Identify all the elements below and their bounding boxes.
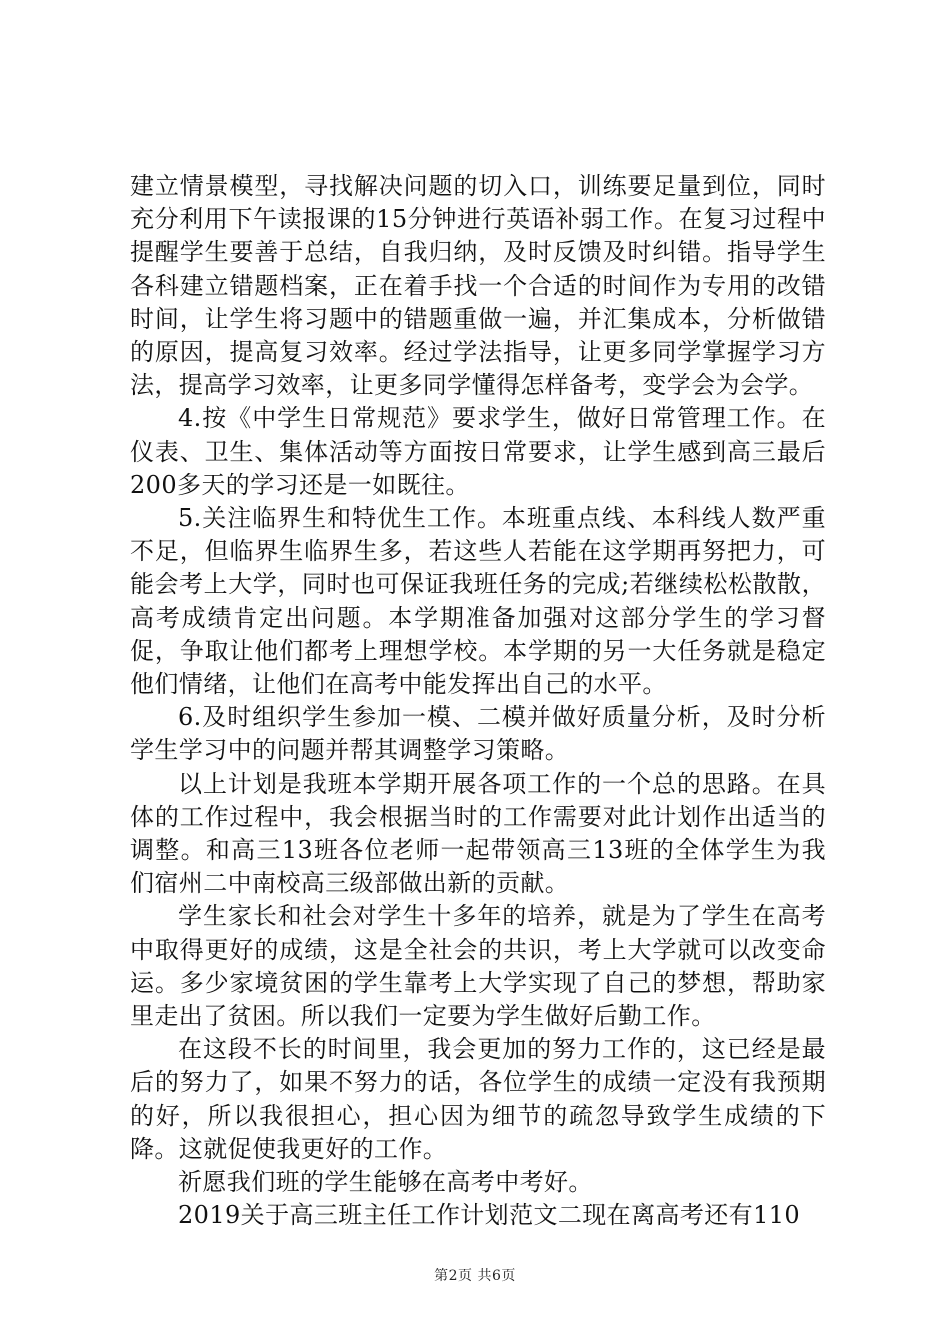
paragraph-effort: 在这段不长的时间里，我会更加的努力工作的，这已经是最后的努力了，如果不努力的话，各位学生的成绩一定没有我预期的好，所以我很担心，担心因为细节的疏忽导致学生成绩的下降。这就促使我更好的工作。 [130, 1035, 826, 1163]
paragraph-parents-society: 学生家长和社会对学生十多年的培养，就是为了学生在高考中取得更好的成绩，这是全社会的共识，考上大学就可以改变命运。多少家境贫困的学生靠考上大学实现了自己的梦想，帮助家里走出了贫困。所以我们一定要为学生做好后勤工作。 [130, 902, 826, 1031]
paragraph-wish: 祈愿我们班的学生能够在高考中考好。 [178, 1168, 593, 1197]
paragraph-item-5: 5.关注临界生和特优生工作。本班重点线、本科线人数严重不足，但临界生临界生多，若这些人若能在这学期再努把力，可能会考上大学，同时也可保证我班任务的完成;若继续松松散散，高考成绩肯定出问题。本学期准备加强对这部分学生的学习督促，争取让他们都考上理想学校。本学期的另一大任务就是稳定他们情绪，让他们在高考中能发挥出自己的水平。 [130, 504, 826, 699]
page-number-footer: 第2页 共6页 [434, 1268, 516, 1284]
paragraph-summary: 以上计划是我班本学期开展各项工作的一个总的思路。在具体的工作过程中，我会根据当时的工作需要对此计划作出适当的调整。和高三13班各位老师一起带领高三13班的全体学生为我们宿州二中南校高三级部做出新的贡献。 [130, 769, 826, 898]
paragraph-continuation: 建立情景模型，寻找解决问题的切入口，训练要足量到位，同时充分利用下午读报课的15分钟进行英语补弱工作。在复习过程中提醒学生要善于总结，自我归纳，及时反馈及时纠错。指导学生各科建立错题档案，正在着手找一个合适的时间作为专用的改错时间，让学生将习题中的错题重做一遍，并汇集成本，分析做错的原因，提高复习效率。经过学法指导，让更多同学掌握学习方法，提高学习效率，让更多同学懂得怎样备考，变学会为会学。 [130, 172, 826, 400]
document-body [130, 170, 826, 1233]
paragraph-item-6: 6.及时组织学生参加一模、二模并做好质量分析，及时分析学生学习中的问题并帮其调整学习策略。 [130, 703, 826, 765]
paragraph-next-title: 2019关于高三班主任工作计划范文二现在离高考还有110 [178, 1201, 801, 1230]
paragraph-item-4: 4.按《中学生日常规范》要求学生，做好日常管理工作。在仪表、卫生、集体活动等方面按日常要求，让学生感到高三最后200多天的学习还是一如既往。 [130, 404, 826, 499]
